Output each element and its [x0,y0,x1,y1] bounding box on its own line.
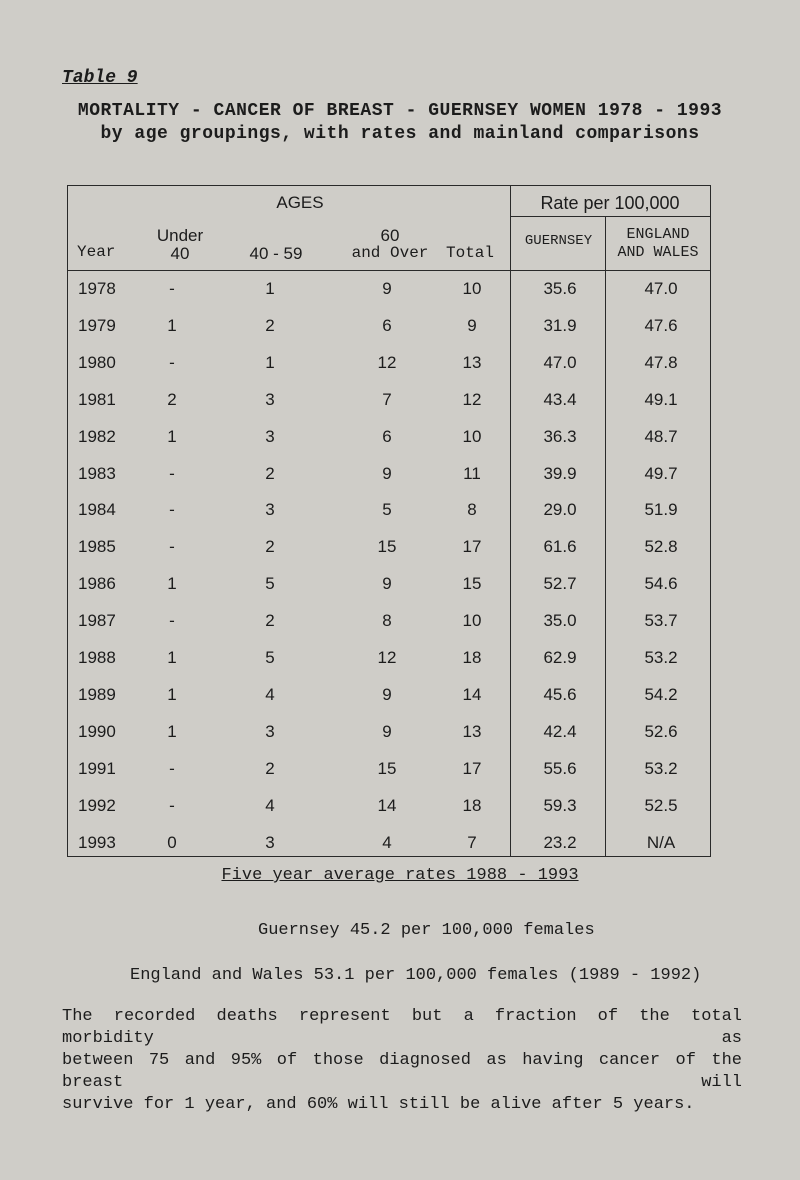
cell-age40-59: 2 [265,315,275,335]
cell-guernsey: 23.2 [543,832,577,852]
paragraph-line: The recorded deaths represent but a fraction of the total morbidity as [62,1007,742,1048]
cell-total: 13 [462,352,482,372]
cell-year: 1992 [78,795,116,815]
cell-under40: 2 [167,389,177,409]
cell-guernsey: 52.7 [543,574,577,594]
cell-age40-59: 1 [265,279,275,298]
header-rate: Rate per 100,000 [540,193,680,213]
header-40-59: 40 - 59 [249,244,303,263]
cell-england: N/A [646,832,676,852]
cell-guernsey: 35.0 [543,611,577,631]
morbidity-paragraph [62,1006,742,1116]
header-and-wales: AND WALES [617,244,699,261]
cell-over60: 14 [377,795,397,815]
cell-total: 7 [467,832,477,852]
cell-year: 1983 [78,463,116,483]
cell-guernsey: 42.4 [543,721,577,741]
cell-age40-59: 3 [265,426,275,446]
cell-under40: 0 [167,832,177,852]
five-year-heading: Five year average rates 1988 - 1993 [221,866,579,885]
cell-over60: 6 [382,315,392,335]
cell-year: 1978 [78,279,116,298]
title-line-2: by age groupings, with rates and mainland comparisons [100,124,700,144]
cell-total: 11 [463,463,481,483]
cell-over60: 15 [377,537,397,557]
cell-england: 52.6 [644,721,678,741]
cell-guernsey: 35.6 [543,279,577,298]
cell-total: 10 [462,279,482,298]
cell-age40-59: 5 [265,574,275,594]
cell-under40: 1 [167,648,177,667]
cell-england: 53.2 [644,648,678,667]
cell-total: 13 [462,721,482,741]
cell-total: 12 [462,389,482,409]
cell-age40-59: 4 [265,795,275,815]
cell-age40-59: 3 [265,389,275,409]
header-under-40: 40 [170,244,190,263]
cell-guernsey: 31.9 [543,315,577,335]
cell-year: 1980 [78,352,116,372]
cell-england: 47.0 [644,279,678,298]
cell-england: 53.7 [644,611,678,631]
cell-total: 10 [462,426,482,446]
cell-guernsey: 29.0 [543,500,577,520]
cell-age40-59: 5 [265,648,275,667]
cell-under40: 1 [167,426,177,446]
cell-total: 14 [462,684,482,704]
cell-year: 1982 [78,426,116,446]
cell-over60: 7 [382,389,392,409]
cell-over60: 12 [377,352,397,372]
cell-year: 1993 [78,832,116,852]
header-and-over: and Over [351,244,429,262]
cell-age40-59: 3 [265,832,275,852]
cell-under40: - [169,352,175,372]
cell-age40-59: 2 [265,611,275,631]
cell-total: 17 [462,537,482,557]
cell-under40: - [169,795,175,815]
cell-under40: - [169,611,175,631]
cell-over60: 9 [382,574,392,594]
cell-total: 10 [462,611,482,631]
cell-england: 49.1 [644,389,678,409]
cell-year: 1984 [78,500,116,520]
cell-guernsey: 62.9 [543,648,577,667]
cell-over60: 9 [382,721,392,741]
cell-england: 52.5 [644,795,678,815]
cell-age40-59: 4 [265,684,275,704]
cell-year: 1981 [78,389,116,409]
cell-over60: 9 [382,279,392,298]
cell-guernsey: 45.6 [543,684,577,704]
header-bottom-rule [68,270,710,271]
cell-under40: 1 [167,315,177,335]
cell-under40: - [169,463,175,483]
cell-england: 47.8 [644,352,678,372]
cell-year: 1986 [78,574,116,594]
cell-total: 9 [467,315,477,335]
cell-year: 1991 [78,758,116,778]
cell-total: 17 [462,758,482,778]
cell-age40-59: 1 [265,352,275,372]
cell-over60: 4 [382,832,392,852]
header-under: Under [156,226,204,245]
cell-over60: 5 [382,500,392,520]
cell-guernsey: 39.9 [543,463,577,483]
cell-under40: - [169,500,175,520]
cell-over60: 8 [382,611,392,631]
cell-guernsey: 55.6 [543,758,577,778]
cell-under40: 1 [167,684,177,704]
cell-over60: 9 [382,684,392,704]
cell-year: 1987 [78,611,116,631]
guernsey-average: Guernsey 45.2 per 100,000 females [258,921,595,940]
cell-year: 1985 [78,537,116,557]
cell-year: 1979 [78,315,116,335]
title-line-1: MORTALITY - CANCER OF BREAST - GUERNSEY WOMEN 1978 - 1993 [77,101,723,121]
cell-under40: 1 [167,574,177,594]
cell-under40: 1 [167,721,177,741]
cell-guernsey: 47.0 [543,352,577,372]
header-year: Year [77,243,116,261]
rate-header-divider [510,216,710,217]
cell-year: 1988 [78,648,116,667]
cell-over60: 12 [377,648,397,667]
cell-under40: - [169,537,175,557]
cell-guernsey: 43.4 [543,389,577,409]
cell-guernsey: 36.3 [543,426,577,446]
paragraph-line: survive for 1 year, and 60% will still be alive after 5 years. [62,1095,695,1114]
cell-age40-59: 2 [265,463,275,483]
paragraph-line: between 75 and 95% of those diagnosed as having cancer of the breast will [62,1051,742,1092]
cell-over60: 6 [382,426,392,446]
cell-england: 48.7 [644,426,678,446]
cell-age40-59: 3 [265,500,275,520]
cell-year: 1989 [78,684,116,704]
cell-guernsey: 59.3 [543,795,577,815]
cell-total: 8 [467,500,477,520]
cell-under40: - [169,758,175,778]
cell-england: 54.2 [644,684,678,704]
header-england: ENGLAND [626,226,690,243]
rates-column-divider [605,216,606,856]
cell-england: 47.6 [644,315,678,335]
cell-over60: 15 [377,758,397,778]
cell-total: 15 [462,574,482,594]
cell-england: 53.2 [644,758,678,778]
header-guernsey: GUERNSEY [524,233,593,249]
cell-total: 18 [462,648,482,667]
header-ages: AGES [276,193,324,212]
cell-under40: - [169,279,175,298]
cell-total: 18 [462,795,482,815]
cell-age40-59: 2 [265,758,275,778]
cell-age40-59: 3 [265,721,275,741]
cell-age40-59: 2 [265,537,275,557]
england-average: England and Wales 53.1 per 100,000 females (1989 - 1992) [130,966,702,985]
cell-england: 49.7 [644,463,678,483]
cell-year: 1990 [78,721,116,741]
header-total: Total [445,244,494,262]
cell-england: 54.6 [644,574,678,594]
table-label: Table 9 [62,68,138,88]
cell-england: 51.9 [644,500,678,520]
header-60: 60 [380,226,400,245]
cell-guernsey: 61.6 [543,537,577,557]
cell-england: 52.8 [644,537,678,557]
cell-over60: 9 [382,463,392,483]
